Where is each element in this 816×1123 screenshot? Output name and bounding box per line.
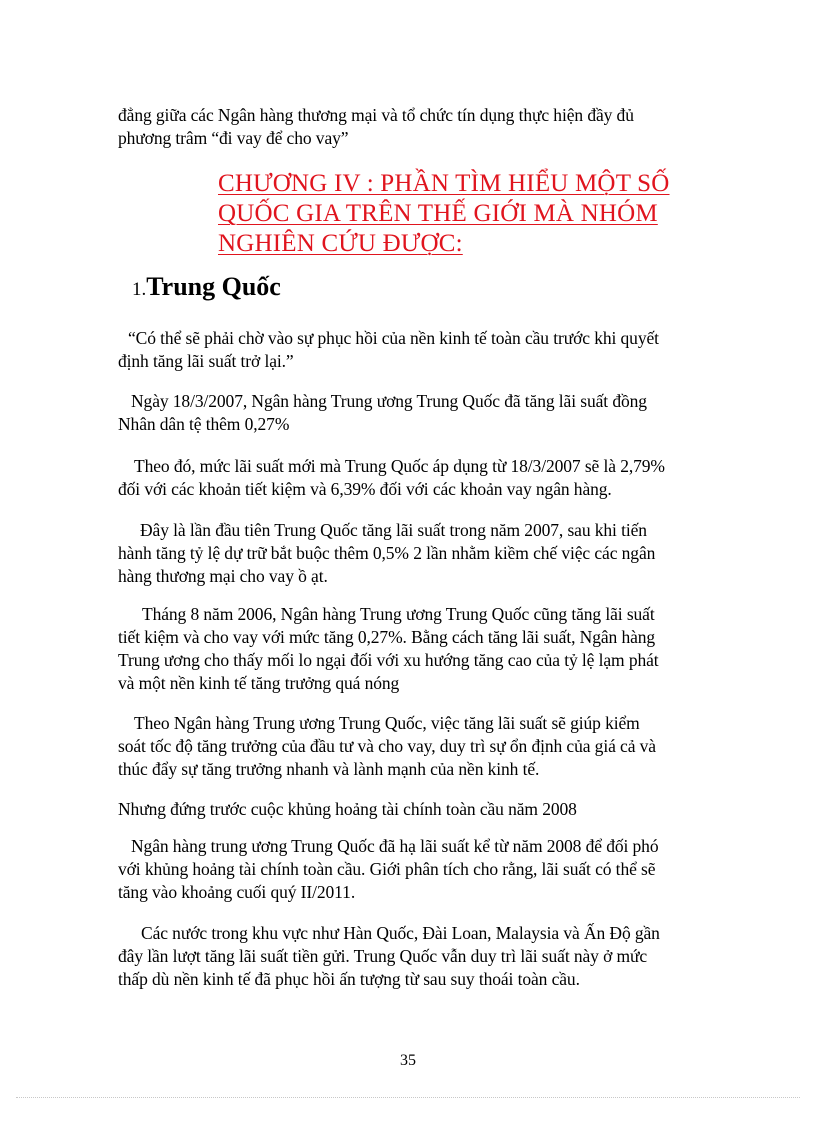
paragraph-line: Ngân hàng trung ương Trung Quốc đã hạ lãi suất kể từ năm 2008 để đối phó: [131, 836, 659, 856]
chapter-heading-line: NGHIÊN CỨU ĐƯỢC:: [218, 230, 463, 257]
chapter-heading-line: CHƯƠNG IV : PHẦN TÌM HIỂU MỘT SỐ: [218, 170, 670, 197]
page-number: 35: [400, 1052, 416, 1069]
paragraph-line: và một nền kinh tế tăng trưởng quá nóng: [118, 673, 400, 693]
intro-line: đẳng giữa các Ngân hàng thương mại và tổ chức tín dụng thực hiện đầy đủ: [118, 105, 634, 125]
paragraph-line: thấp dù nền kinh tế đã phục hồi ấn tượng từ sau suy thoái toàn cầu.: [118, 969, 580, 989]
chapter-heading-line: QUỐC GIA TRÊN THẾ GIỚI MÀ NHÓM: [218, 200, 658, 227]
paragraph-line: Các nước trong khu vực như Hàn Quốc, Đài Loan, Malaysia và Ấn Độ gần: [141, 923, 660, 943]
section-number: 1.: [132, 279, 147, 300]
section-title: Trung Quốc: [146, 272, 281, 301]
paragraph-line: với khủng hoảng tài chính toàn cầu. Giới phân tích cho rằng, lãi suất có thể sẽ: [118, 859, 656, 879]
paragraph-line: định tăng lãi suất trở lại.”: [118, 351, 294, 371]
paragraph-line: hành tăng tỷ lệ dự trữ bắt buộc thêm 0,5% 2 lần nhằm kiềm chế việc các ngân: [118, 543, 656, 563]
paragraph-line: đây lần lượt tăng lãi suất tiền gửi. Trung Quốc vẫn duy trì lãi suất này ở mức: [118, 946, 648, 966]
intro-line: phương trâm “đi vay để cho vay”: [118, 128, 349, 148]
paragraph-line: hàng thương mại cho vay ồ ạt.: [118, 566, 328, 586]
paragraph-line: đối với các khoản tiết kiệm và 6,39% đối với các khoản vay ngân hàng.: [118, 479, 612, 499]
paragraph-line: tiết kiệm và cho vay với mức tăng 0,27%. Bằng cách tăng lãi suất, Ngân hàng: [118, 627, 656, 647]
paragraph-line: Đây là lần đầu tiên Trung Quốc tăng lãi suất trong năm 2007, sau khi tiến: [140, 520, 647, 540]
paragraph-line: Nhân dân tệ thêm 0,27%: [118, 414, 290, 434]
paragraph-line: Trung ương cho thấy mối lo ngại đối với xu hướng tăng cao của tỷ lệ lạm phát: [118, 650, 659, 670]
page-bottom-divider: [16, 1097, 800, 1098]
paragraph-line: tăng vào khoảng cuối quý II/2011.: [118, 882, 356, 902]
paragraph-line: Nhưng đứng trước cuộc khủng hoảng tài chính toàn cầu năm 2008: [118, 799, 577, 819]
paragraph-line: thúc đẩy sự tăng trưởng nhanh và lành mạnh của nền kinh tế.: [118, 759, 540, 779]
paragraph-line: Ngày 18/3/2007, Ngân hàng Trung ương Trung Quốc đã tăng lãi suất đồng: [131, 391, 647, 411]
paragraph-line: Theo Ngân hàng Trung ương Trung Quốc, việc tăng lãi suất sẽ giúp kiểm: [134, 713, 640, 733]
paragraph-line: soát tốc độ tăng trưởng của đầu tư và cho vay, duy trì sự ổn định của giá cả và: [118, 736, 656, 756]
paragraph-line: Theo đó, mức lãi suất mới mà Trung Quốc áp dụng từ 18/3/2007 sẽ là 2,79%: [134, 456, 665, 476]
section-heading: [132, 272, 281, 302]
paragraph-line: Tháng 8 năm 2006, Ngân hàng Trung ương Trung Quốc cũng tăng lãi suất: [142, 604, 655, 624]
paragraph-line: “Có thể sẽ phải chờ vào sự phục hồi của nền kinh tế toàn cầu trước khi quyết: [128, 328, 659, 348]
